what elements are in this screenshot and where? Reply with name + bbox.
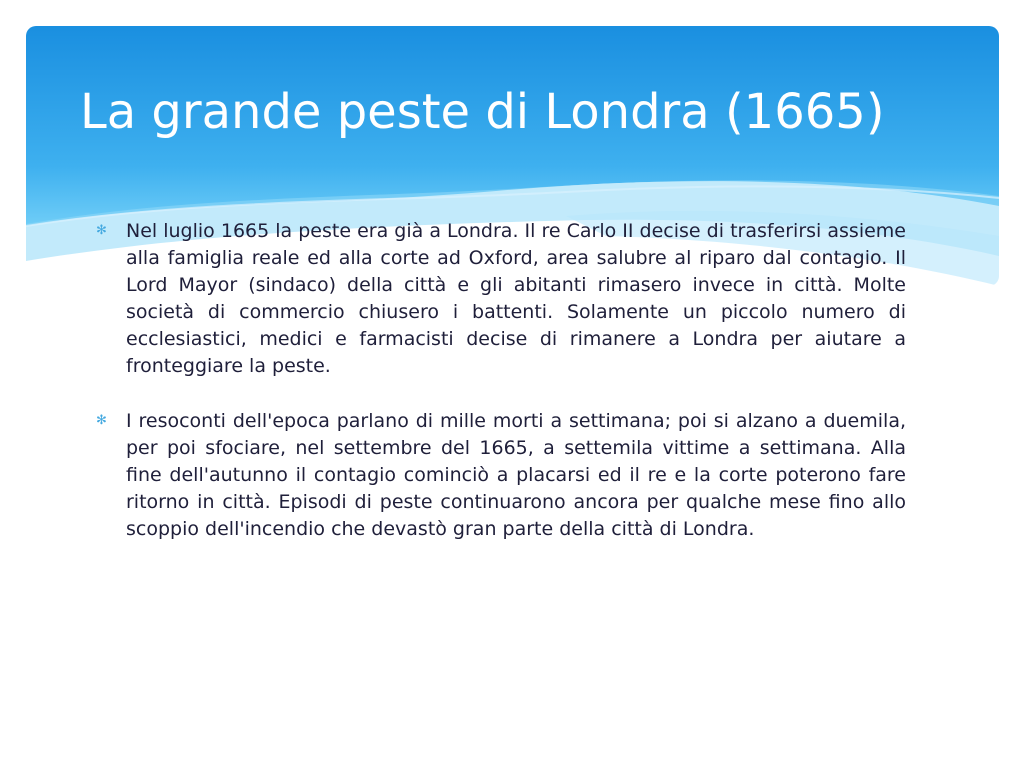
list-item <box>96 218 906 380</box>
asterisk-bullet-icon: ✻ <box>96 223 107 238</box>
bullet-text: Nel luglio 1665 la peste era già a Londra. Il re Carlo II decise di trasferirsi assieme alla famiglia reale ed alla corte ad Oxford, area salubre al riparo dal contagio. Il Lord Mayor (sindaco) della città e gli abitanti rimasero invece in città. Molte società di commercio chiusero i battenti. Solamente un piccolo numero di ecclesiastici, medici e farmacisti decise di rimanere a Londra per aiutare a fronteggiare la peste. <box>126 220 906 377</box>
bullet-text: I resoconti dell'epoca parlano di mille morti a settimana; poi si alzano a duemila, per poi sfociare, nel settembre del 1665, a settemila vittime a settimana. Alla fine dell'autunno il contagio cominciò a placarsi ed il re e la corte poterono fare ritorno in città. Episodi di peste continuarono ancora per qualche mese fino allo scoppio dell'incendio che devastò gran parte della città di Londra. <box>126 410 906 540</box>
bullet-list <box>96 218 906 571</box>
list-item <box>96 408 906 543</box>
slide-title: La grande peste di Londra (1665) <box>80 84 885 140</box>
asterisk-bullet-icon: ✻ <box>96 413 107 428</box>
